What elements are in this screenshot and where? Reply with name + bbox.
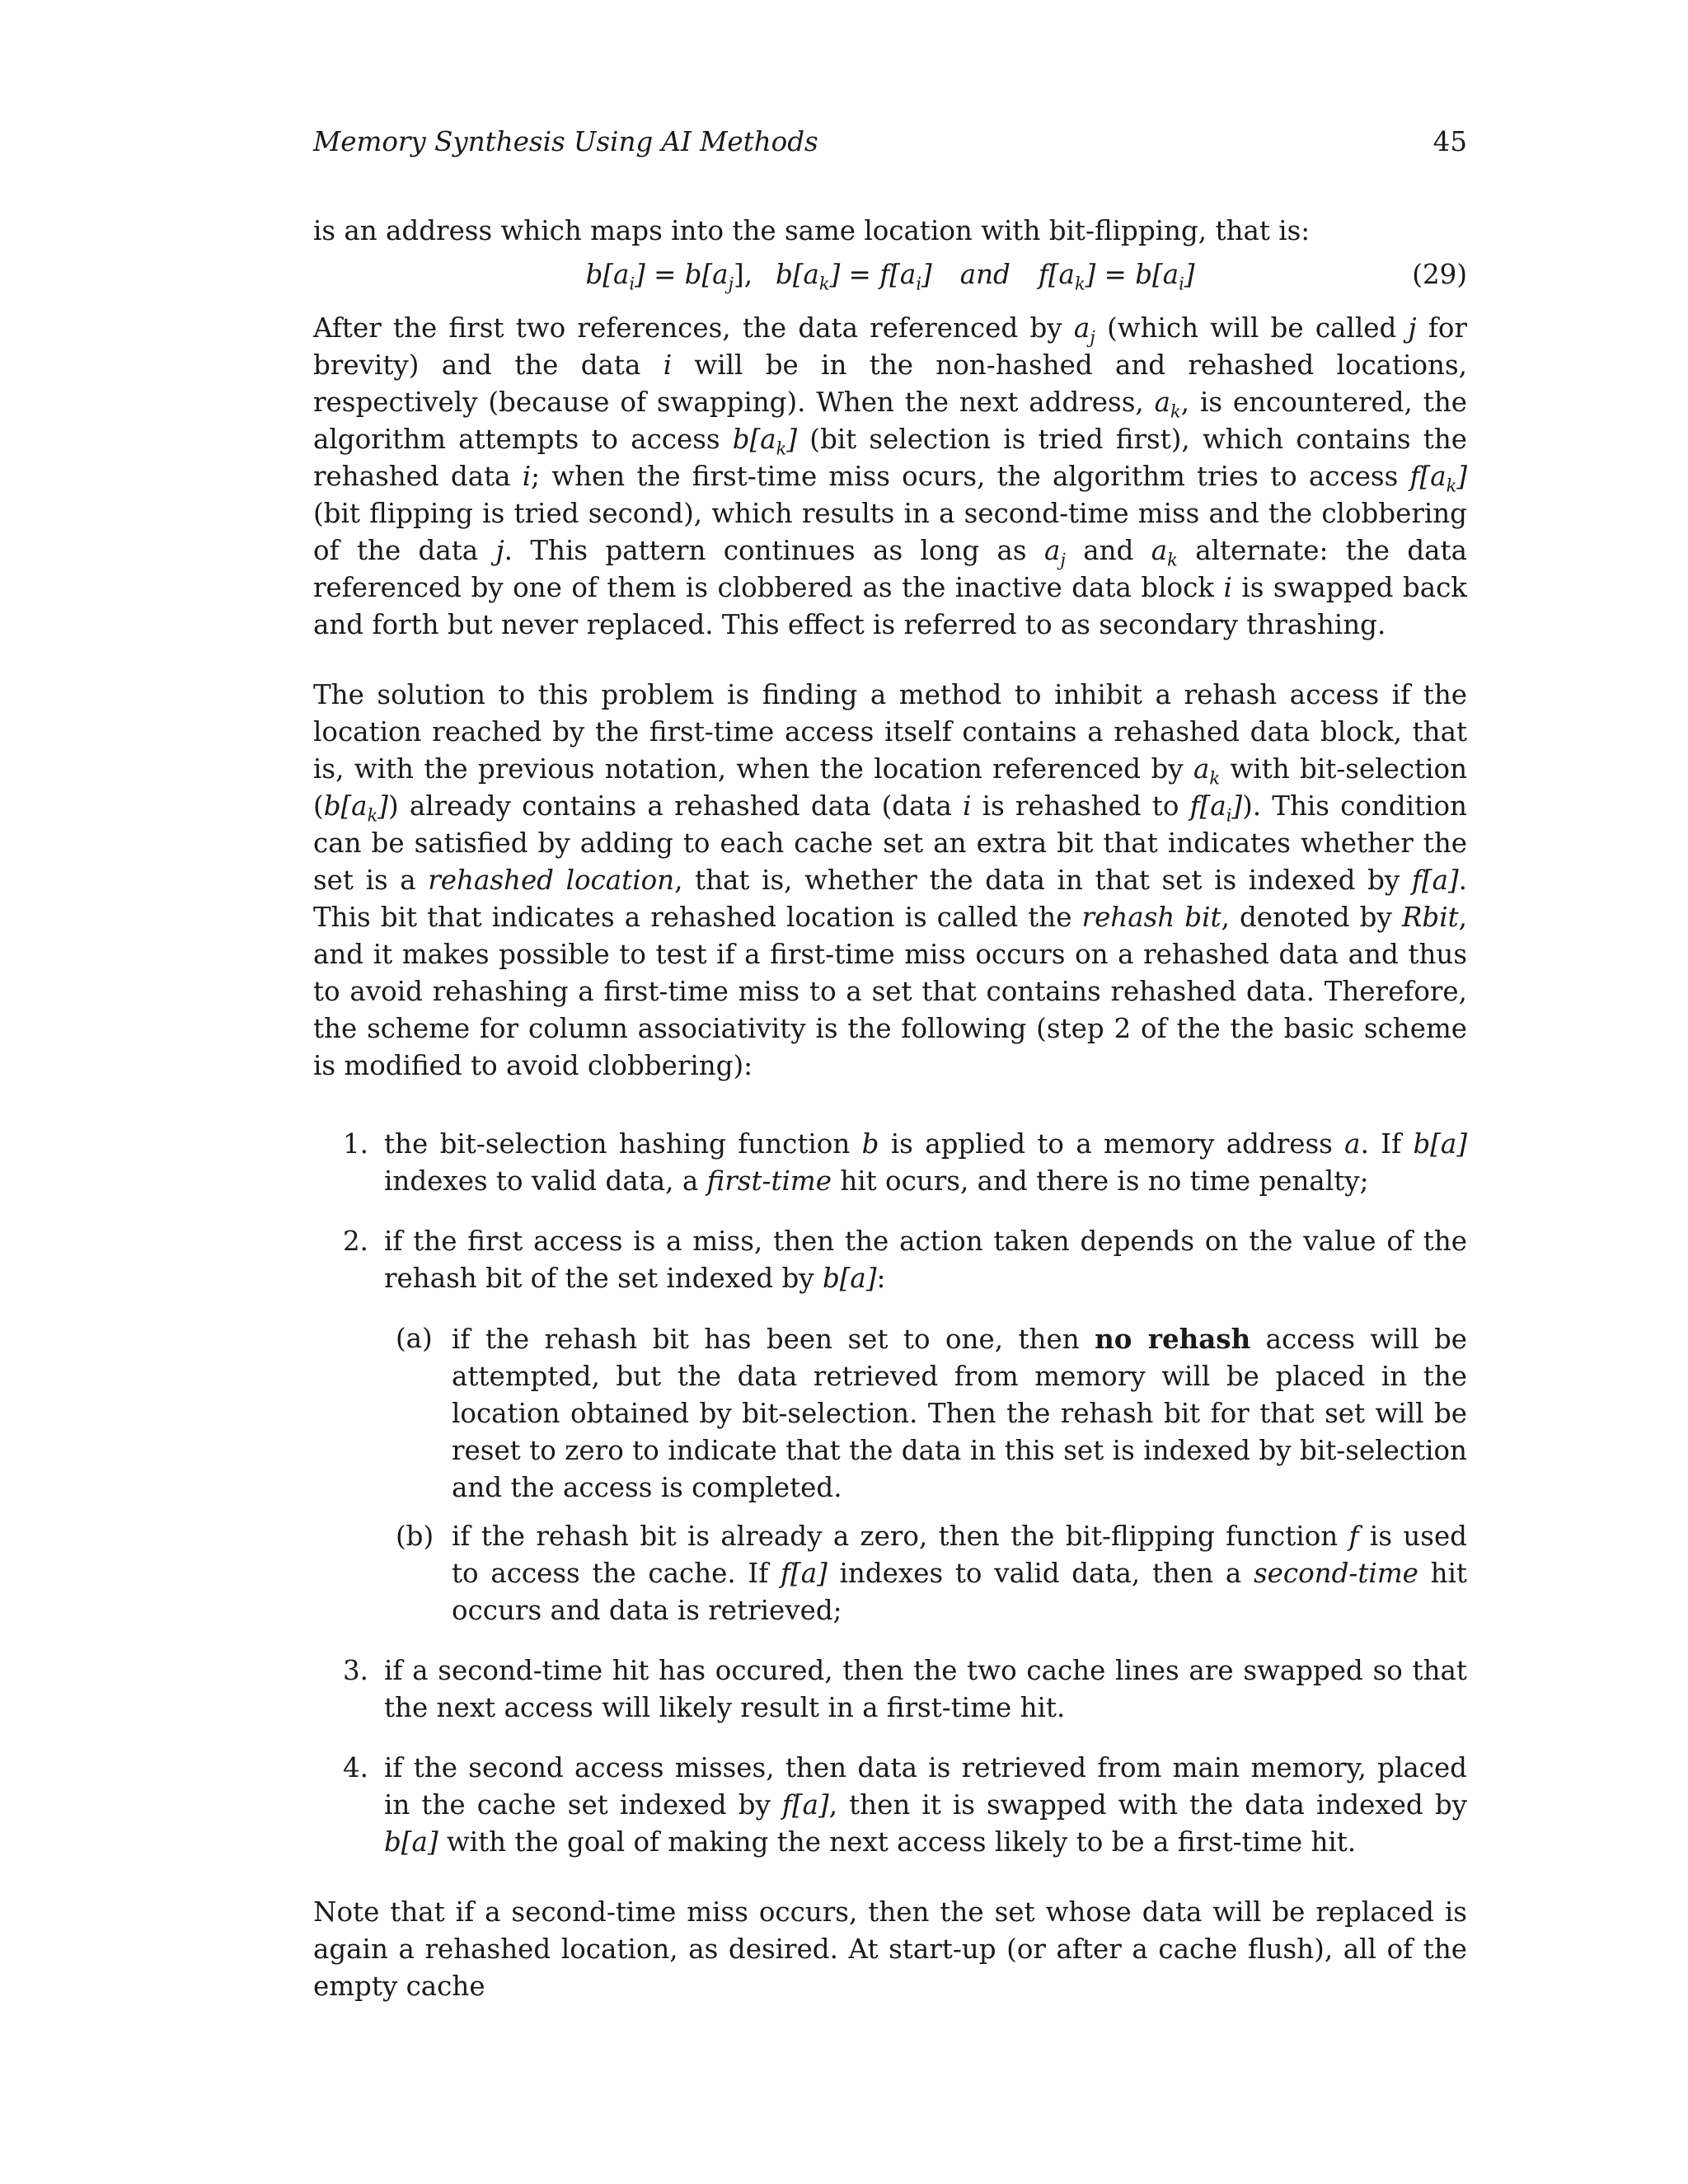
substep-label: (a) bbox=[396, 1323, 433, 1354]
running-head bbox=[313, 124, 1467, 173]
step-2b: (b) if the rehash bit is already a zero, then the bit-flipping function f is used to access the cache. If f[a] indexes to valid data, then a second-time hit occurs and data is retrieved; bbox=[384, 1518, 1467, 1629]
step-number: 1. bbox=[343, 1128, 369, 1160]
step-1: 1. the bit-selection hashing function b is applied to a memory address a. If b[a] indexes to valid data, a first-time hit ocurs, and there is no time penalty; bbox=[313, 1126, 1467, 1200]
step-2a: (a) if the rehash bit has been set to one, then no rehash access will be attempted, but the data retrieved from memory will be placed in the location obtained by bit-selection. Then the rehash bit for that set will be reset to zero to indicate that the data in this set is indexed by bit-selection and the access is completed. bbox=[384, 1320, 1467, 1507]
step-number: 3. bbox=[343, 1655, 369, 1686]
step-3: 3. if a second-time hit has occured, then the two cache lines are swapped so that the next access will likely result in a first-time hit. bbox=[313, 1652, 1467, 1727]
equation-29 bbox=[313, 256, 1467, 293]
paragraph-secondary-thrashing: After the first two references, the data referenced by $a_j$ (which will be called j for brevity) and the data i will be in the non-hashed and rehashed locations, respectively (because of swapping). When the next address, $a_k$, is encountered, the algorithm attempts to access $b[a_k]$ (bit selection is tried first), which contains the rehashed data i; when the first-time miss ocurs, the algorithm tries to access $f[a_k]$ (bit flipping is tried second), which results in a second-time miss and the clobbering of the data j. This pattern continues as long as $a_j$ and $a_k$ alternate: the data referenced by one of them is clobbered as the inactive data block i is swapped back and forth but never replaced. This effect is referred to as secondary thrashing. bbox=[313, 312, 1468, 640]
step-2-substeps bbox=[384, 1320, 1467, 1629]
step-number: 4. bbox=[343, 1752, 369, 1783]
paragraph-rehash-bit: The solution to this problem is finding a method to inhibit a rehash access if the location reached by the first-time access itself contains a rehashed data block, that is, with the previous notation, when the location referenced by $a_k$ with bit-selection $(b[a_k])$ already contains a rehashed data (data i is rehashed to $f[a_i]$). This condition can be satisfied by adding to each cache set an extra bit that indicates whether the set is a rehashed location, that is, whether the data in that set is indexed by f[a]. This bit that indicates a rehashed location is called the rehash bit, denoted by Rbit, and it makes possible to test if a first-time miss occurs on a rehashed data and thus to avoid rehashing a first-time miss to a set that contains rehashed data. Therefore, the scheme for column associativity is the following (step 2 of the the basic scheme is modified to avoid clobbering): bbox=[313, 679, 1468, 1081]
paragraph-second-time-miss: Note that if a second-time miss occurs, then the set whose data will be replaced is again a rehashed location, as desired. At start-up (or after a cache flush), all of the empty cache bbox=[313, 1896, 1467, 2002]
step-4: 4. if the second access misses, then data is retrieved from main memory, placed in the cache set indexed by f[a], then it is swapped with the data indexed by b[a] with the goal of making the next access likely to be a first-time hit. bbox=[313, 1750, 1467, 1861]
intro-line: is an address which maps into the same location with bit-flipping, that is: bbox=[313, 215, 1311, 246]
step-number: 2. bbox=[343, 1226, 369, 1257]
substep-label: (b) bbox=[396, 1521, 434, 1552]
equation-number: (29) bbox=[1412, 259, 1467, 290]
scheme-steps bbox=[313, 1126, 1467, 1861]
running-title: Memory Synthesis Using AI Methods bbox=[313, 126, 818, 157]
page-number: 45 bbox=[1432, 126, 1467, 157]
equation-body: $b[a_i] = b[a_j]$, $b[a_k] = f[a_i]$ and $f[a_k] = b[a_i]$ bbox=[585, 259, 1195, 294]
page bbox=[313, 124, 1467, 2005]
step-2: 2. if the first access is a miss, then the action taken depends on the value of the rehash bit of the set indexed by b[a]: (a) if the rehash bit has been set to one, then no rehash access will be attempted, but the data retrieved from memory will be placed in the location obtained by bit-selection. Then the rehash bit for that set will be reset to zero to indicate that the data in this set is indexed by bit-selection and the access is completed. (b) if the rehash bit is already a zero, then the bit-flipping function f is used to access the cache. If f[a] indexes to valid data, then a second-time hit occurs and data is retrieved; bbox=[313, 1223, 1467, 1629]
